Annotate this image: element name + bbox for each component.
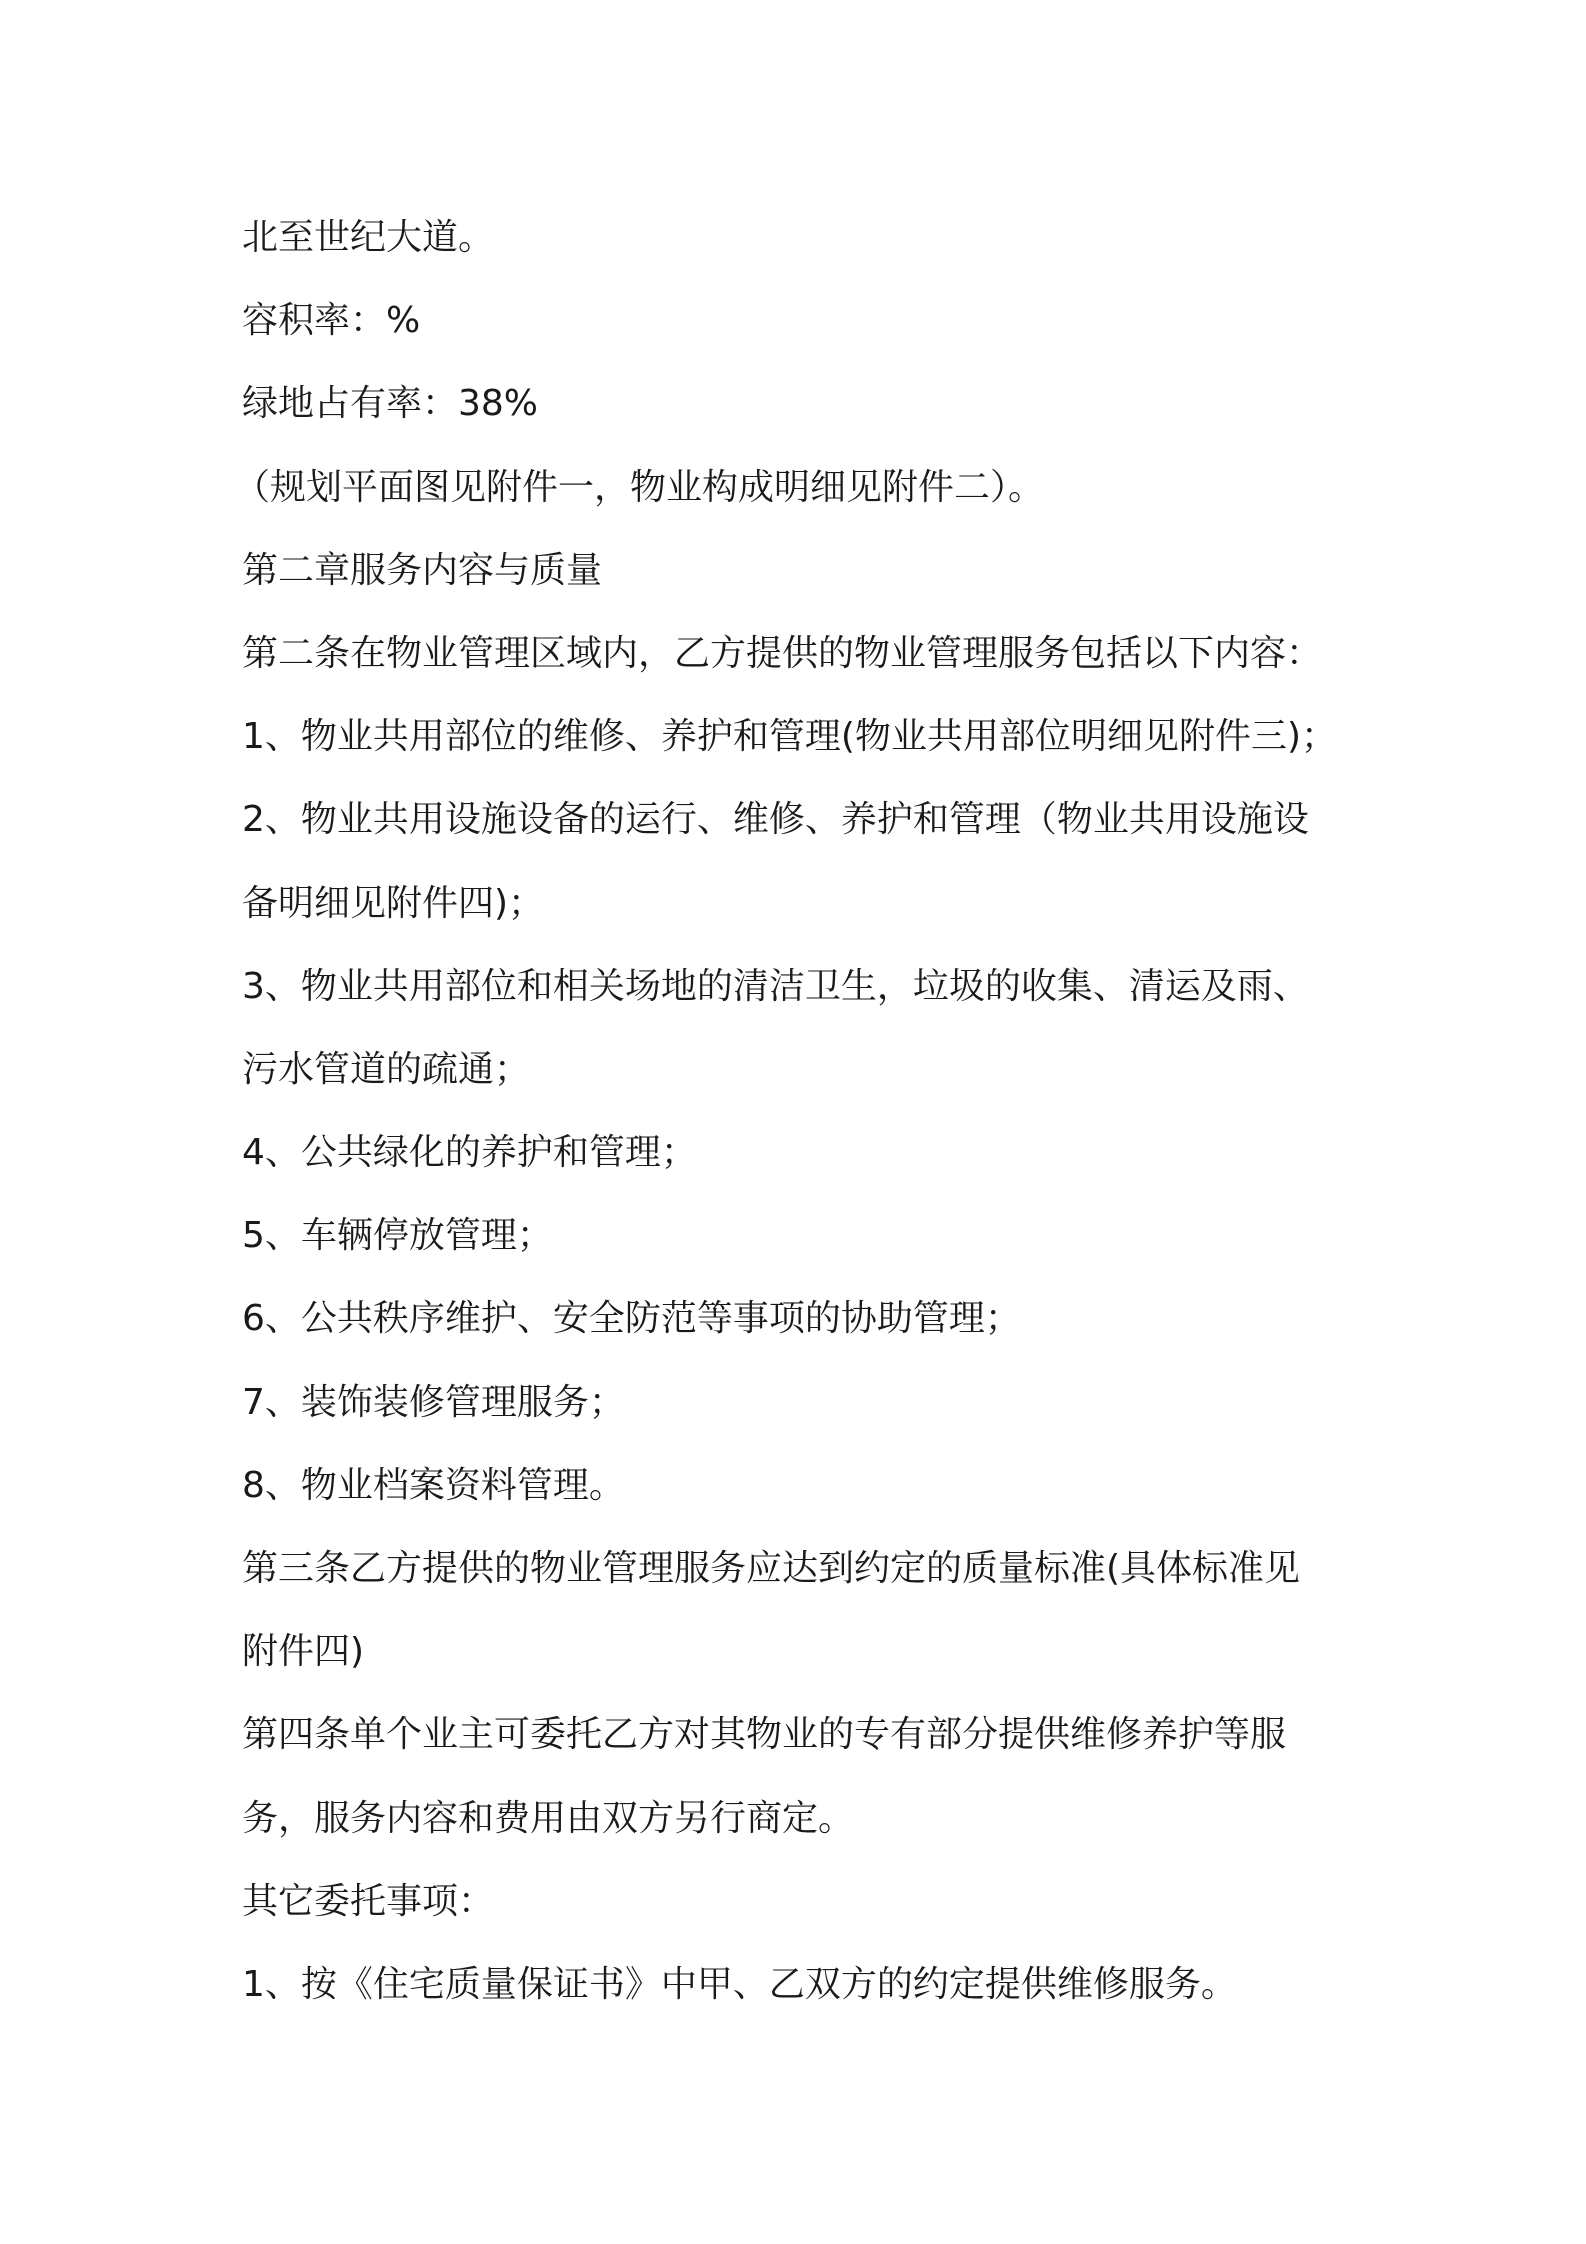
service-item-2-continued: 备明细见附件四)；	[242, 882, 545, 924]
service-item-1: 1、物业共用部位的维修、养护和管理(物业共用部位明细见附件三)；	[242, 716, 1337, 758]
article-four-continued: 务，服务内容和费用由双方另行商定。	[242, 1797, 855, 1839]
article-three-line: 第三条乙方提供的物业管理服务应达到约定的质量标准(具体标准见	[242, 1548, 1301, 1589]
service-item-3: 3、物业共用部位和相关场地的清洁卫生，垃圾的收集、清运及雨、	[242, 965, 1309, 1007]
article-four-line: 第四条单个业主可委托乙方对其物业的专有部分提供维修养护等服	[242, 1714, 1287, 1756]
service-item-5: 5、车辆停放管理；	[242, 1215, 553, 1257]
other-matters-item-1: 1、按《住宅质量保证书》中甲、乙双方的约定提供维修服务。	[242, 1963, 1237, 2005]
plot-ratio-line: 容积率：%	[242, 300, 421, 342]
chapter-two-heading: 第二章服务内容与质量	[242, 549, 603, 591]
service-item-2: 2、物业共用设施设备的运行、维修、养护和管理（物业共用设施设	[242, 799, 1309, 841]
service-item-8: 8、物业档案资料管理。	[242, 1464, 625, 1506]
attachment-note-line: （规划平面图见附件一，物业构成明细见附件二）。	[234, 466, 1045, 508]
service-item-3-continued: 污水管道的疏通；	[242, 1048, 531, 1090]
service-item-4: 4、公共绿化的养护和管理；	[242, 1132, 697, 1174]
article-three-continued: 附件四)	[242, 1631, 365, 1673]
document-body	[234, 196, 1372, 2026]
boundary-north-line: 北至世纪大道。	[242, 217, 495, 258]
other-matters-heading: 其它委托事项：	[242, 1880, 495, 1922]
green-ratio-line: 绿地占有率：38%	[242, 383, 539, 425]
service-item-7: 7、装饰装修管理服务；	[242, 1381, 625, 1423]
article-two-line: 第二条在物业管理区域内，乙方提供的物业管理服务包括以下内容：	[242, 632, 1323, 674]
service-item-6: 6、公共秩序维护、安全防范等事项的协助管理；	[242, 1298, 1021, 1340]
